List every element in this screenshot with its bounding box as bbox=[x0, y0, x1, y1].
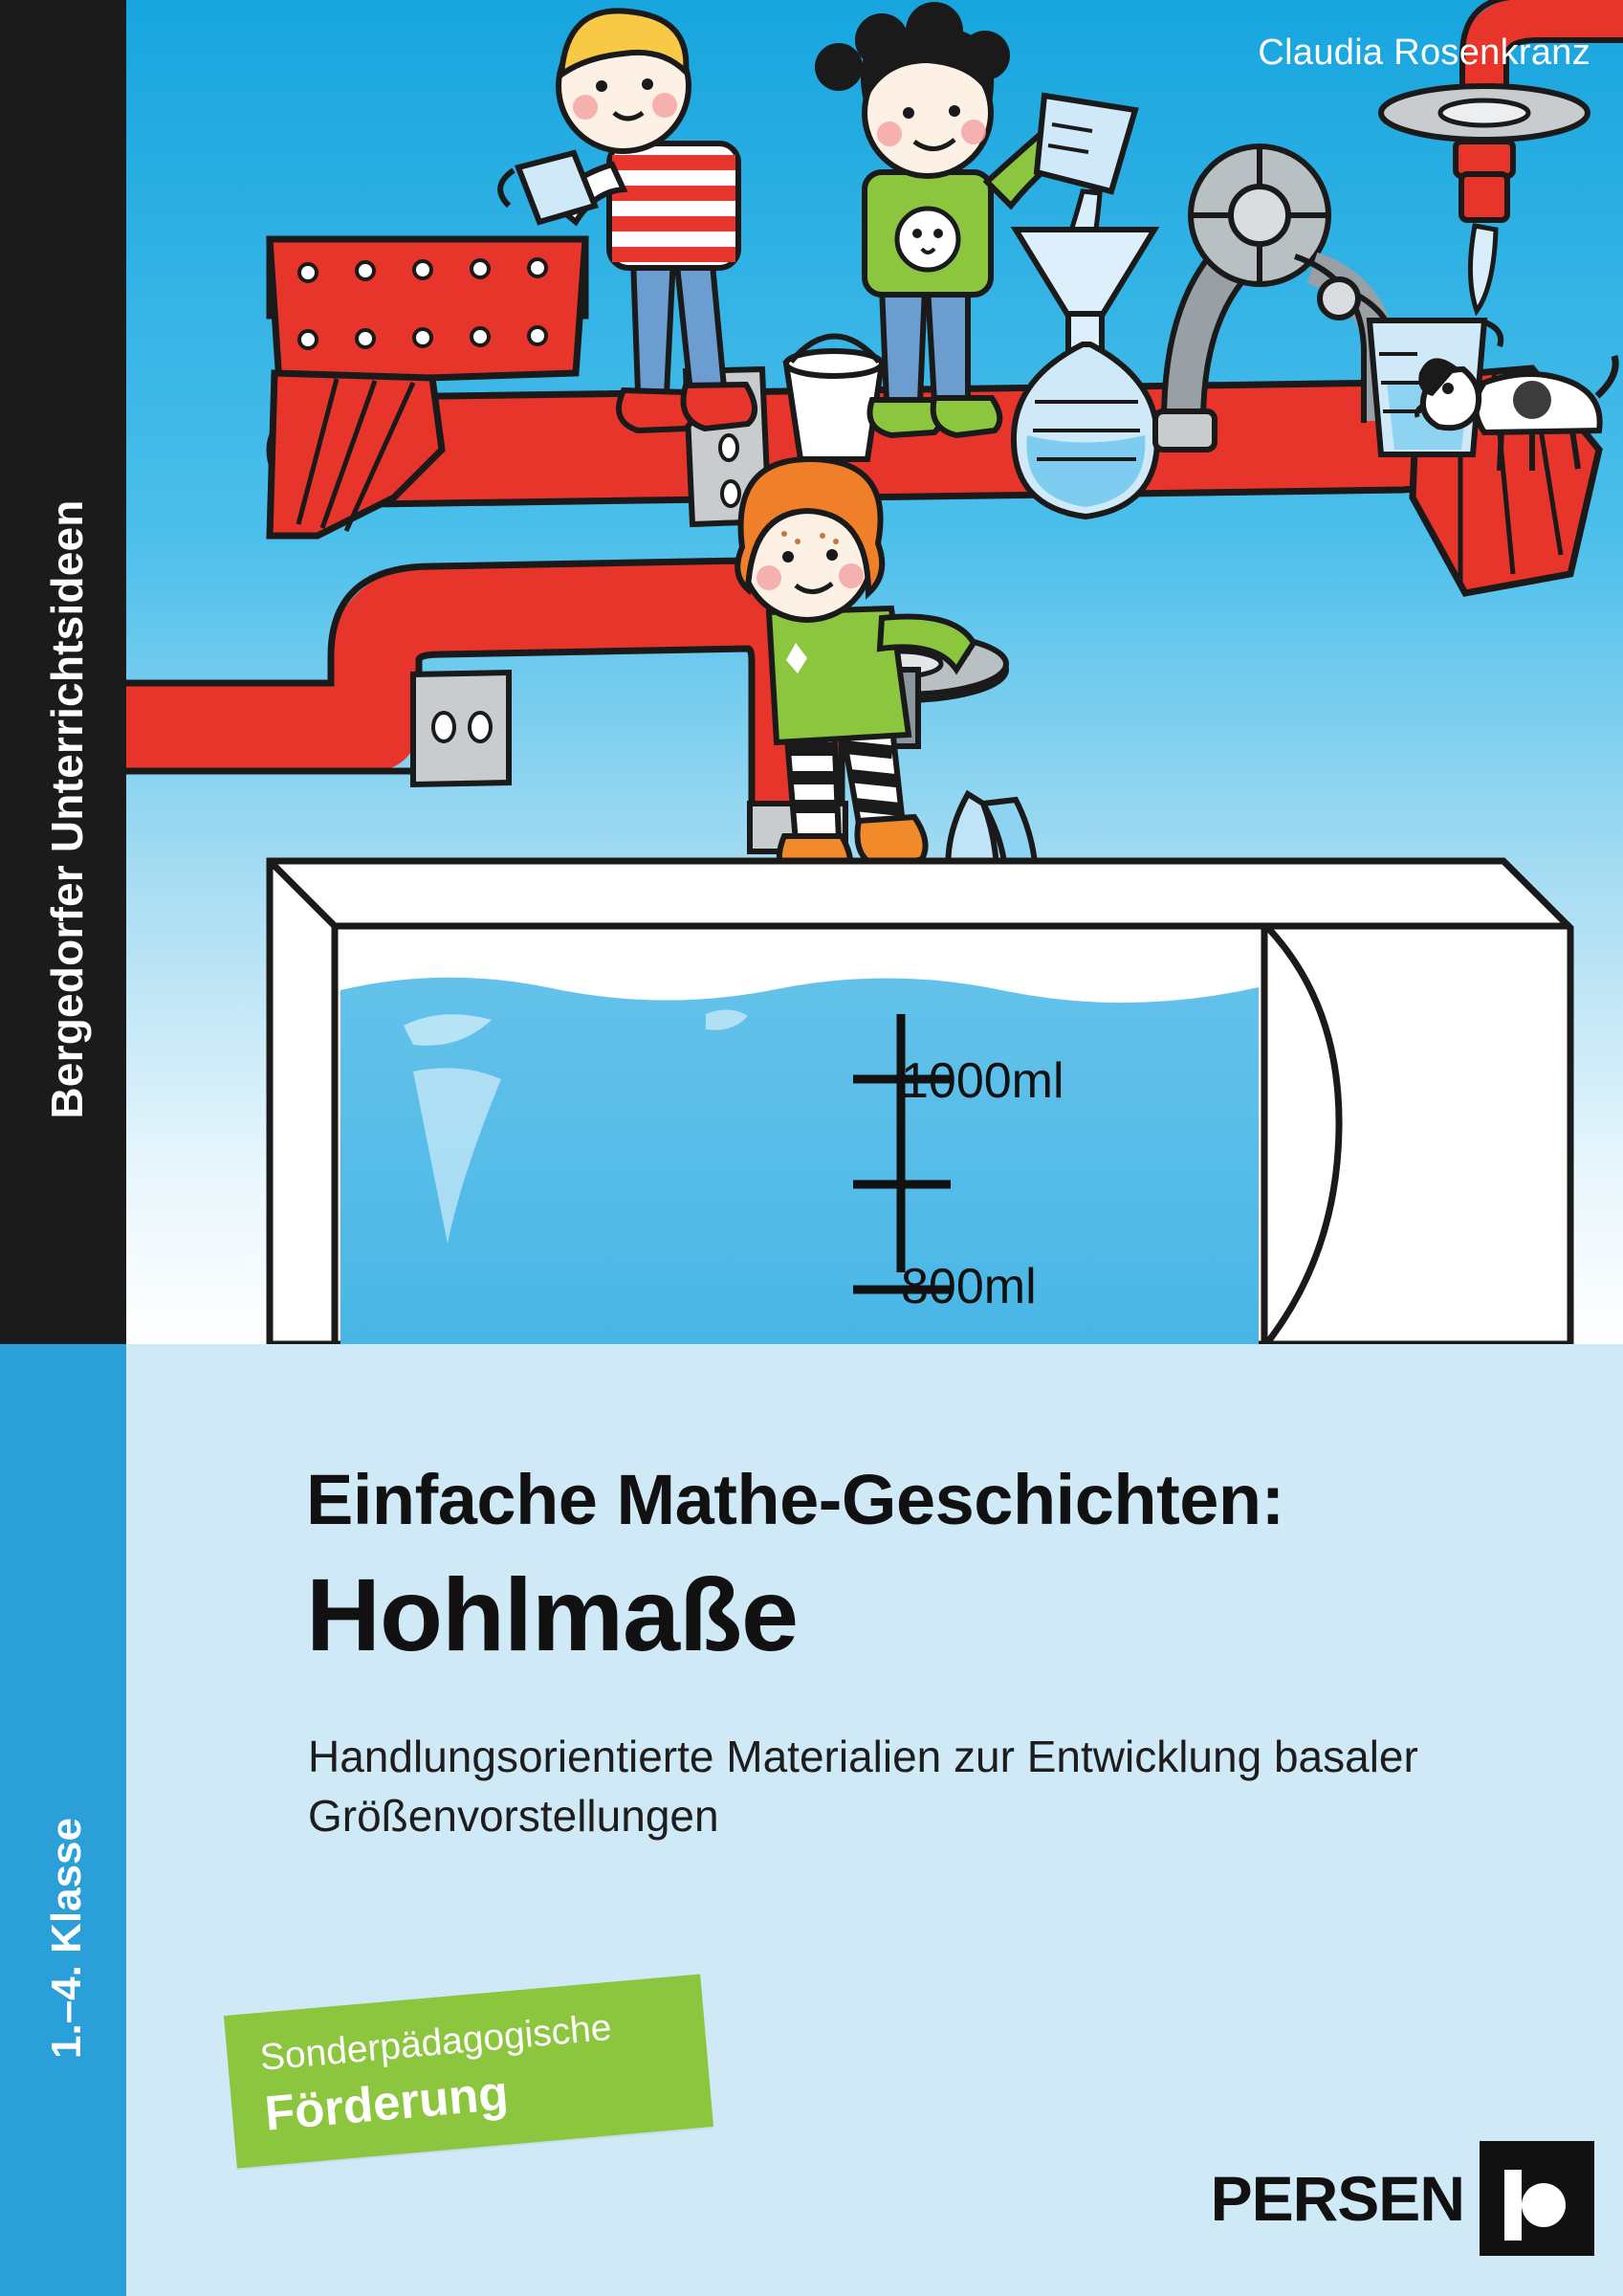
illustration-artwork bbox=[126, 0, 1623, 1344]
bucket bbox=[786, 337, 882, 460]
status-badge bbox=[224, 1975, 713, 2169]
publisher-logo bbox=[1211, 2141, 1594, 2256]
series-label: Bergedorfer Unterrichtsideen bbox=[42, 499, 92, 1119]
title-panel bbox=[126, 1344, 1623, 2296]
measure-label-1000: 1000ml bbox=[901, 1053, 1064, 1109]
author-name: Claudia Rosenkranz bbox=[1258, 33, 1590, 73]
badge-line-2: Förderung bbox=[262, 2064, 511, 2141]
title-line-1: Einfache Mathe-Geschichten: bbox=[306, 1460, 1284, 1539]
badge-line-1: Sonderpädagogische bbox=[258, 2006, 614, 2079]
cover-illustration bbox=[126, 0, 1623, 1344]
measure-label-800: 800ml bbox=[901, 1259, 1037, 1314]
spine bbox=[0, 0, 126, 2296]
page-title: Hohlmaße bbox=[306, 1556, 799, 1672]
p-logo-icon bbox=[1480, 2141, 1594, 2256]
publisher-name: PERSEN bbox=[1210, 2163, 1464, 2234]
grade-label: 1.–4. Klasse bbox=[43, 1818, 90, 2059]
subtitle: Handlungsorientierte Materialien zur Entwicklung basaler Größenvorstellungen bbox=[308, 1732, 1418, 1842]
